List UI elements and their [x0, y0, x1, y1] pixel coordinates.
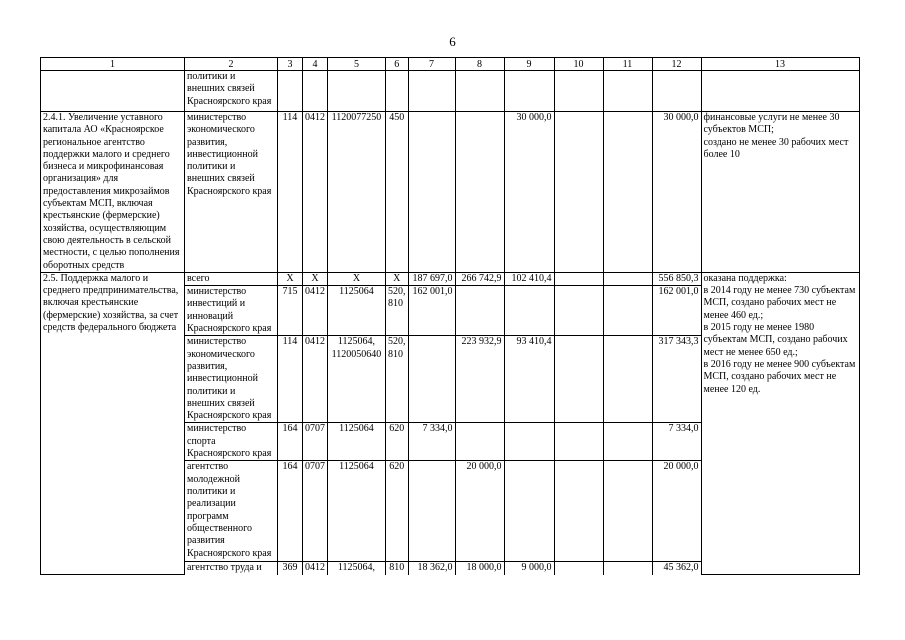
- column-header: 7: [408, 58, 455, 71]
- cell-csr: 1125064: [328, 286, 386, 336]
- cell-grbs: 114: [278, 112, 303, 273]
- cell-executor: министерство экономического развития, инвестиционной политики и внешних связей Красноярского края: [185, 336, 278, 423]
- cell-csr: 1125064: [328, 423, 386, 461]
- cell-executor: министерство экономического развития, инвестиционной политики и внешних связей Красноярского края: [185, 112, 278, 273]
- cell-rzpr: 0707: [303, 461, 328, 562]
- cell-csr: 1125064,: [328, 562, 386, 575]
- cell-2014: 162 001,0: [408, 286, 455, 336]
- column-header: 3: [278, 58, 303, 71]
- cell-executor: всего: [185, 272, 278, 285]
- cell-vr: 450: [386, 112, 409, 273]
- cell-total: 7 334,0: [652, 423, 701, 461]
- cell-total: 45 362,0: [652, 562, 701, 575]
- table-row: [41, 112, 860, 273]
- column-header: 12: [652, 58, 701, 71]
- column-header: 11: [603, 58, 652, 71]
- cell-2015: 223 932,9: [455, 336, 504, 423]
- cell-vr: 520, 810: [386, 336, 409, 423]
- cell-2014: 18 362,0: [408, 562, 455, 575]
- cell-2016: 9 000,0: [504, 562, 554, 575]
- cell-2016: 93 410,4: [504, 336, 554, 423]
- cell-2016: 102 410,4: [504, 272, 554, 285]
- cell-executor: министерство спорта Красноярского края: [185, 423, 278, 461]
- cell-csr: 1120077250: [328, 112, 386, 273]
- cell-rzpr: 0412: [303, 562, 328, 575]
- cell-csr: 1125064, 1120050640: [328, 336, 386, 423]
- table-row: [41, 272, 860, 285]
- cell-2016: 30 000,0: [504, 112, 554, 273]
- cell-rzpr: 0412: [303, 336, 328, 423]
- cell-executor: политики и внешних связей Красноярского края: [185, 71, 278, 112]
- column-header: 2: [185, 58, 278, 71]
- cell-rzpr: X: [303, 272, 328, 285]
- cell-rzpr: 0707: [303, 423, 328, 461]
- cell-total: 556 850,3: [652, 272, 701, 285]
- column-header: 9: [504, 58, 554, 71]
- table-row: [41, 71, 860, 112]
- column-header: 6: [386, 58, 409, 71]
- cell-total: 30 000,0: [652, 112, 701, 273]
- cell-grbs: 164: [278, 461, 303, 562]
- budget-table: [40, 57, 860, 575]
- cell-rzpr: 0412: [303, 112, 328, 273]
- cell-vr: 620: [386, 423, 409, 461]
- cell-grbs: 114: [278, 336, 303, 423]
- cell-item: [41, 71, 185, 112]
- cell-vr: 520, 810: [386, 286, 409, 336]
- header-row: [41, 58, 860, 71]
- column-header: 5: [328, 58, 386, 71]
- cell-total: 20 000,0: [652, 461, 701, 562]
- cell-2015: [455, 112, 504, 273]
- cell-executor: агентство труда и: [185, 562, 278, 575]
- cell-item: 2.5. Поддержка малого и среднего предпринимательства, включая крестьянские (фермерские) хозяйства, за счет средств федерального бюджета: [41, 272, 185, 575]
- cell-executor: агентство молодежной политики и реализации программ общественного развития Красноярского края: [185, 461, 278, 562]
- cell-vr: 620: [386, 461, 409, 562]
- cell-vr: X: [386, 272, 409, 285]
- cell-2014: [408, 112, 455, 273]
- cell-executor: министерство инвестиций и инноваций Красноярского края: [185, 286, 278, 336]
- column-header: 1: [41, 58, 185, 71]
- column-header: 13: [701, 58, 859, 71]
- cell-grbs: 164: [278, 423, 303, 461]
- cell-total: 162 001,0: [652, 286, 701, 336]
- cell-result: оказана поддержка: в 2014 году не менее 730 субъектам МСП, создано рабочих мест не менее 460 ед.; в 2015 году не менее 1980 субъектам МСП, создано рабочих мест не менее 650 ед.; в 2016 году не менее 900 субъектам МСП, создано рабочих мест не менее 120 ед.: [701, 272, 859, 575]
- cell-vr: 810: [386, 562, 409, 575]
- cell-csr: 1125064: [328, 461, 386, 562]
- cell-2015: 20 000,0: [455, 461, 504, 562]
- cell-rzpr: 0412: [303, 286, 328, 336]
- cell-2015: 18 000,0: [455, 562, 504, 575]
- cell-grbs: X: [278, 272, 303, 285]
- cell-2014: 187 697,0: [408, 272, 455, 285]
- cell-total: 317 343,3: [652, 336, 701, 423]
- cell-2015: 266 742,9: [455, 272, 504, 285]
- cell-grbs: 369: [278, 562, 303, 575]
- column-header: 8: [455, 58, 504, 71]
- column-header: 10: [554, 58, 603, 71]
- column-header: 4: [303, 58, 328, 71]
- cell-grbs: 715: [278, 286, 303, 336]
- cell-result: финансовые услуги не менее 30 субъектов МСП; создано не менее 30 рабочих мест более 10: [701, 112, 859, 273]
- cell-2014: 7 334,0: [408, 423, 455, 461]
- page-number: 6: [449, 34, 456, 49]
- cell-csr: X: [328, 272, 386, 285]
- cell-item: 2.4.1. Увеличение уставного капитала АО «Красноярское региональное агентство поддержки малого и среднего бизнеса и микрофинансовая организация» для предоставления микрозаймов субъектам МСП, включая крестьянские (фермерские) хозяйства, осуществляющим свою деятельность в сельской местности, с целью пополнения оборотных средств: [41, 112, 185, 273]
